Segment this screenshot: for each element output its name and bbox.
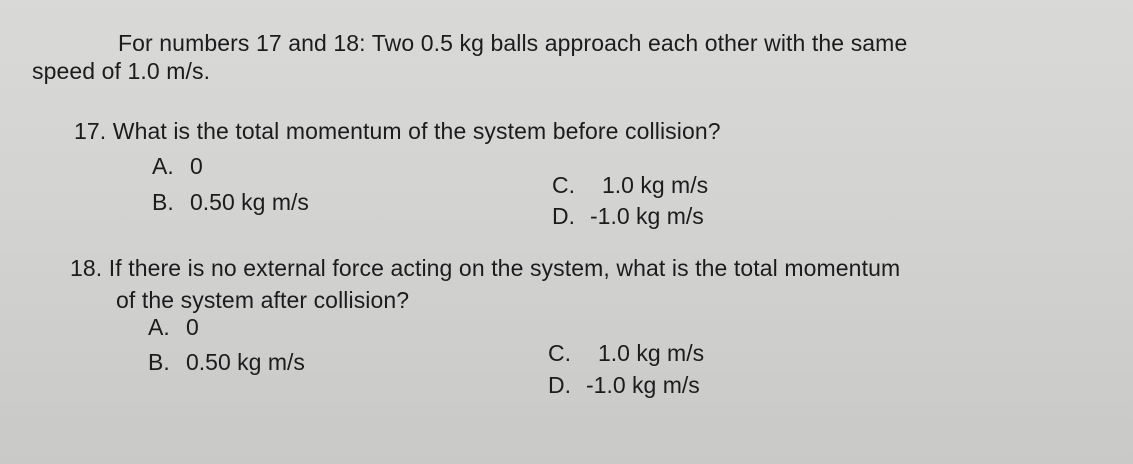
question-17-option-a (152, 153, 203, 179)
option-text: 0.50 kg m/s (186, 349, 305, 375)
question-18-option-c (548, 340, 704, 366)
option-text: 0 (186, 314, 199, 340)
option-letter: A. (152, 153, 174, 179)
question-18-text-line-1: 18. If there is no external force acting on the system, what is the total momentum (70, 255, 901, 281)
intro-line-1: For numbers 17 and 18: Two 0.5 kg balls approach each other with the same (118, 30, 908, 56)
intro-line-2: speed of 1.0 m/s. (32, 58, 211, 84)
question-18-option-d (548, 372, 700, 398)
question-18-text-line-2: of the system after collision? (116, 287, 410, 313)
question-18-option-a (148, 314, 199, 340)
question-17-option-c (552, 172, 708, 198)
option-letter: B. (152, 189, 174, 215)
question-17-text: 17. What is the total momentum of the system before collision? (74, 118, 721, 144)
question-18-option-b (148, 349, 305, 375)
option-text: 0.50 kg m/s (190, 189, 309, 215)
option-letter: C. (552, 172, 575, 198)
option-text: 1.0 kg m/s (602, 172, 709, 198)
option-letter: D. (552, 203, 575, 229)
option-text: 1.0 kg m/s (598, 340, 705, 366)
option-letter: D. (548, 372, 571, 398)
option-text: -1.0 kg m/s (590, 203, 704, 229)
option-letter: C. (548, 340, 571, 366)
option-letter: B. (148, 349, 170, 375)
question-17-option-b (152, 189, 309, 215)
option-text: 0 (190, 153, 203, 179)
option-text: -1.0 kg m/s (586, 372, 700, 398)
option-letter: A. (148, 314, 170, 340)
question-17-option-d (552, 203, 704, 229)
